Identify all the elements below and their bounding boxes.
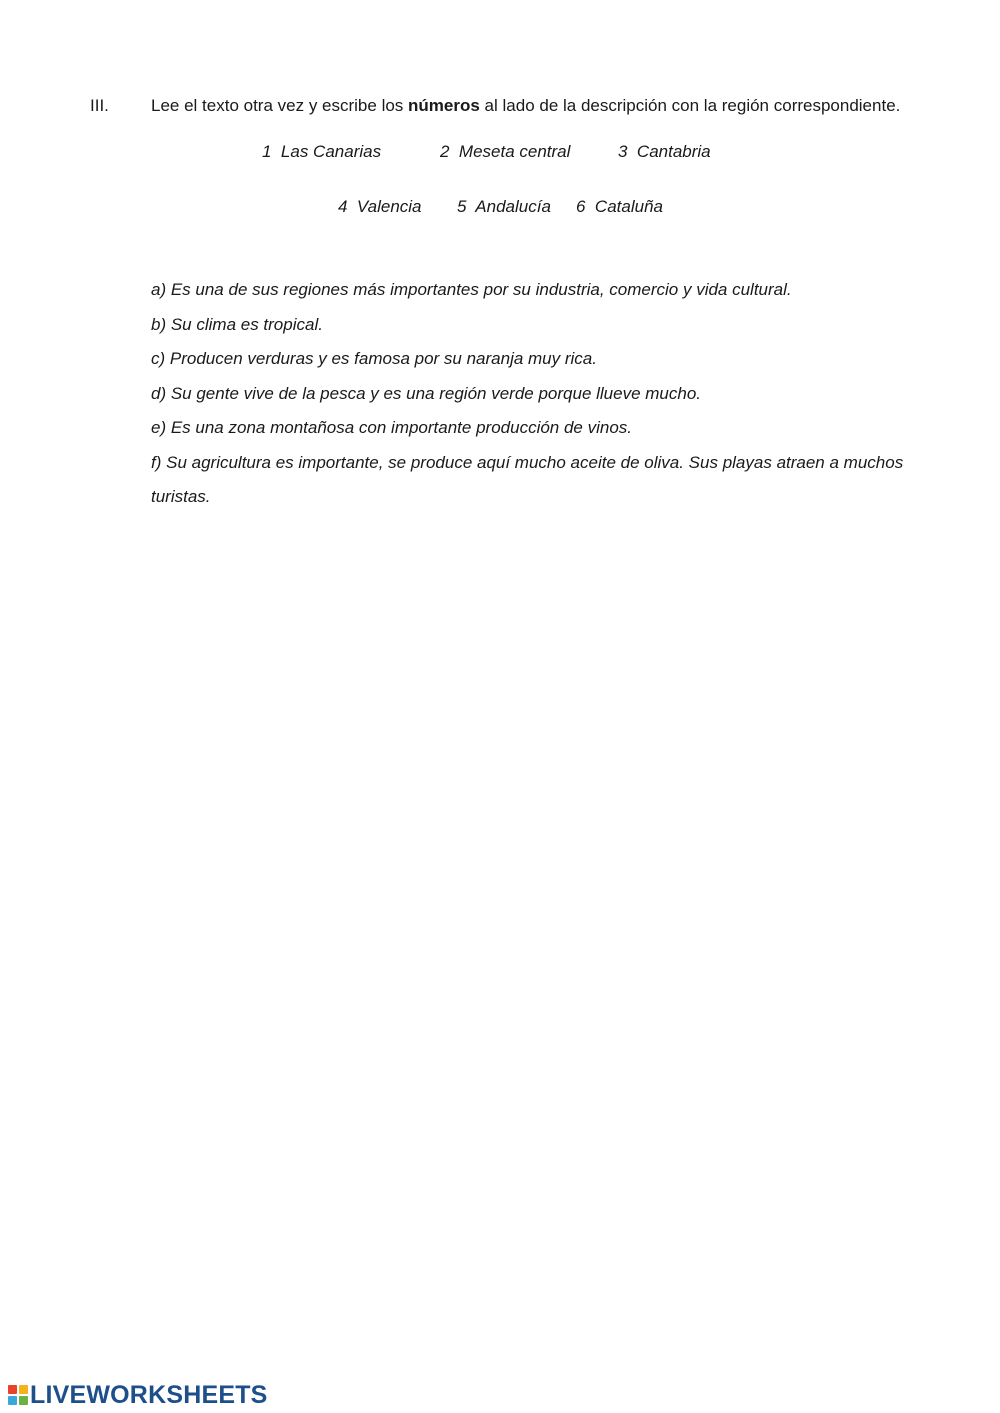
region-option-2: 2 Meseta central [440,142,571,161]
region-option-5: 5 Andalucía [457,197,551,216]
instruction-text-start: Lee el texto otra vez y escribe los [151,96,409,115]
logo-block-green [19,1396,28,1405]
description-f: f) Su agricultura es importante, se produce aquí mucho aceite de oliva. Sus playas atraen a muchos [151,452,904,472]
description-e: e) Es una zona montañosa con importante producción de vinos. [151,418,633,437]
region-option-3: 3 Cantabria [618,142,711,161]
description-d: d) Su gente vive de la pesca y es una región verde porque llueve mucho. [151,383,702,403]
region-option-6: 6 Cataluña [576,197,663,216]
logo-block-blue [8,1396,17,1405]
description-list [151,273,911,515]
liveworksheets-blocks-icon [8,1385,28,1405]
description-a: a) Es una de sus regiones más importantes por su industria, comercio y vida cultural. [151,280,792,299]
description-f-continuation: turistas. [151,487,211,506]
logo-text: LIVEWORKSHEETS [30,1380,268,1409]
description-b: b) Su clima es tropical. [151,314,323,334]
liveworksheets-logo [8,1381,268,1409]
region-option-1: 1 Las Canarias [262,142,382,161]
instruction-bold-word: números [408,96,480,115]
description-c: c) Producen verduras y es famosa por su naranja muy rica. [151,349,597,368]
instruction-text-end: al lado de la descripción con la región correspondiente. [479,96,901,115]
logo-block-red [8,1385,17,1394]
logo-block-yellow [19,1385,28,1394]
region-option-4: 4 Valencia [338,197,422,216]
instruction-line [90,94,970,118]
section-numeral: III. [90,96,109,115]
